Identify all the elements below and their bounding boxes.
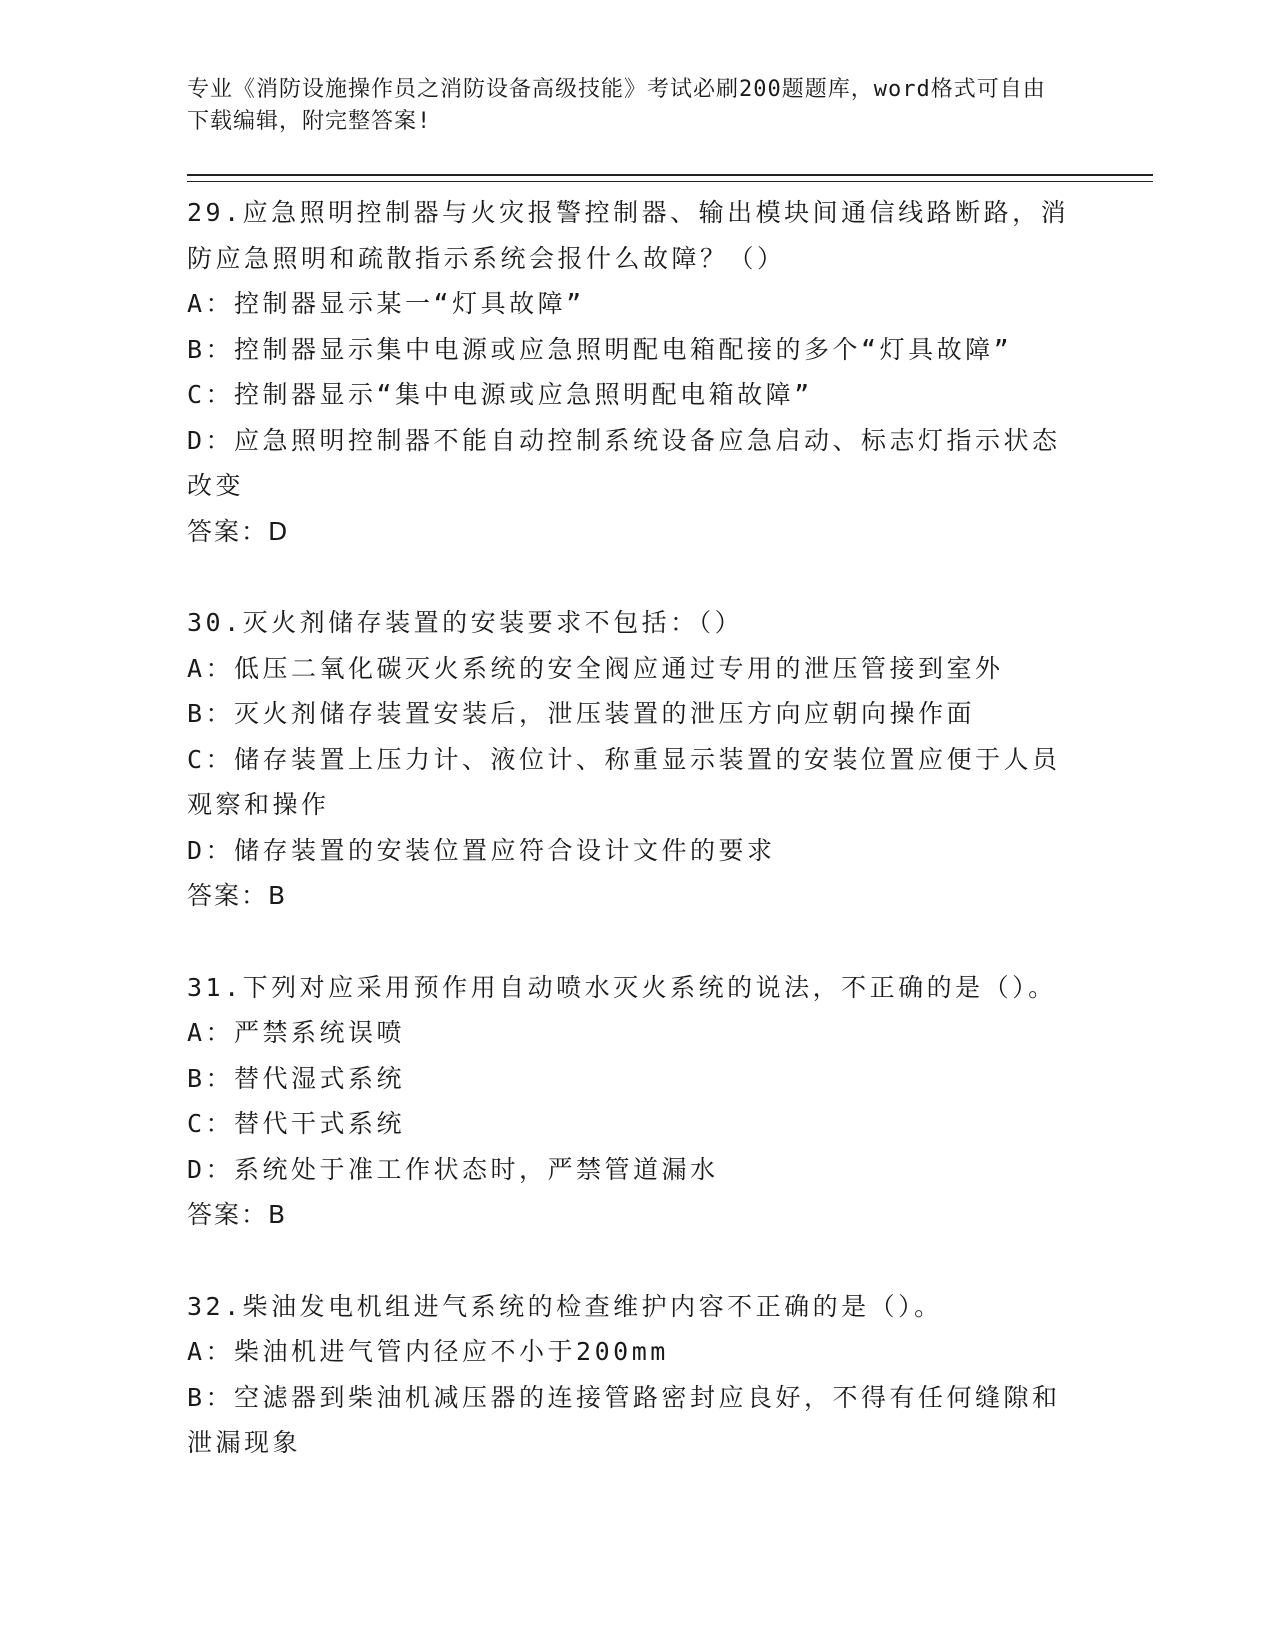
answer-label: 答案：D — [187, 516, 290, 546]
question-29 — [187, 190, 1077, 554]
question-stem: 29.应急照明控制器与火灾报警控制器、输出模块间通信线路断路，消防应急照明和疏散指示系统会报什么故障？（） — [187, 198, 1070, 273]
option-d: D：系统处于准工作状态时，严禁管道漏水 — [187, 1154, 719, 1184]
option-c: C：储存装置上压力计、液位计、称重显示装置的安装位置应便于人员观察和操作 — [187, 744, 1061, 819]
option-b: B：空滤器到柴油机减压器的连接管路密封应良好，不得有任何缝隙和泄漏现象 — [187, 1382, 1061, 1457]
option-a: A：低压二氧化碳灭火系统的安全阀应通过专用的泄压管接到室外 — [187, 653, 1004, 683]
question-stem: 32.柴油发电机组进气系统的检查维护内容不正确的是（）。 — [187, 1291, 943, 1321]
question-stem: 30.灭火剂储存装置的安装要求不包括：（） — [187, 608, 744, 637]
header-rule-thin — [187, 181, 1153, 182]
question-30 — [187, 600, 1077, 919]
question-stem: 31.下列对应采用预作用自动喷水灭火系统的说法，不正确的是（）。 — [187, 972, 1057, 1002]
option-a: A：严禁系统误喷 — [187, 1018, 406, 1047]
question-32 — [187, 1284, 1077, 1466]
document-header: 专业《消防设施操作员之消防设备高级技能》考试必刷200题题库，word格式可自由下载编辑，附完整答案! — [187, 77, 1046, 134]
option-c: C：替代干式系统 — [187, 1109, 406, 1138]
answer-label: 答案：B — [187, 881, 288, 910]
question-31 — [187, 965, 1077, 1238]
option-b: B：替代湿式系统 — [187, 1063, 406, 1093]
option-a: A：控制器显示某一“灯具故障” — [187, 289, 585, 318]
option-a: A：柴油机进气管内径应不小于200mm — [187, 1337, 669, 1366]
option-d: D：应急照明控制器不能自动控制系统设备应急启动、标志灯指示状态改变 — [187, 425, 1061, 500]
question-list — [187, 190, 1077, 1466]
option-c: C：控制器显示“集中电源或应急照明配电箱故障” — [187, 380, 813, 409]
option-d: D：储存装置的安装位置应符合设计文件的要求 — [187, 835, 776, 865]
header-rule-thick — [187, 174, 1153, 176]
answer-label: 答案：B — [187, 1200, 288, 1229]
option-b: B：灭火剂储存装置安装后，泄压装置的泄压方向应朝向操作面 — [187, 699, 976, 728]
option-b: B：控制器显示集中电源或应急照明配电箱配接的多个“灯具故障” — [187, 334, 1013, 364]
